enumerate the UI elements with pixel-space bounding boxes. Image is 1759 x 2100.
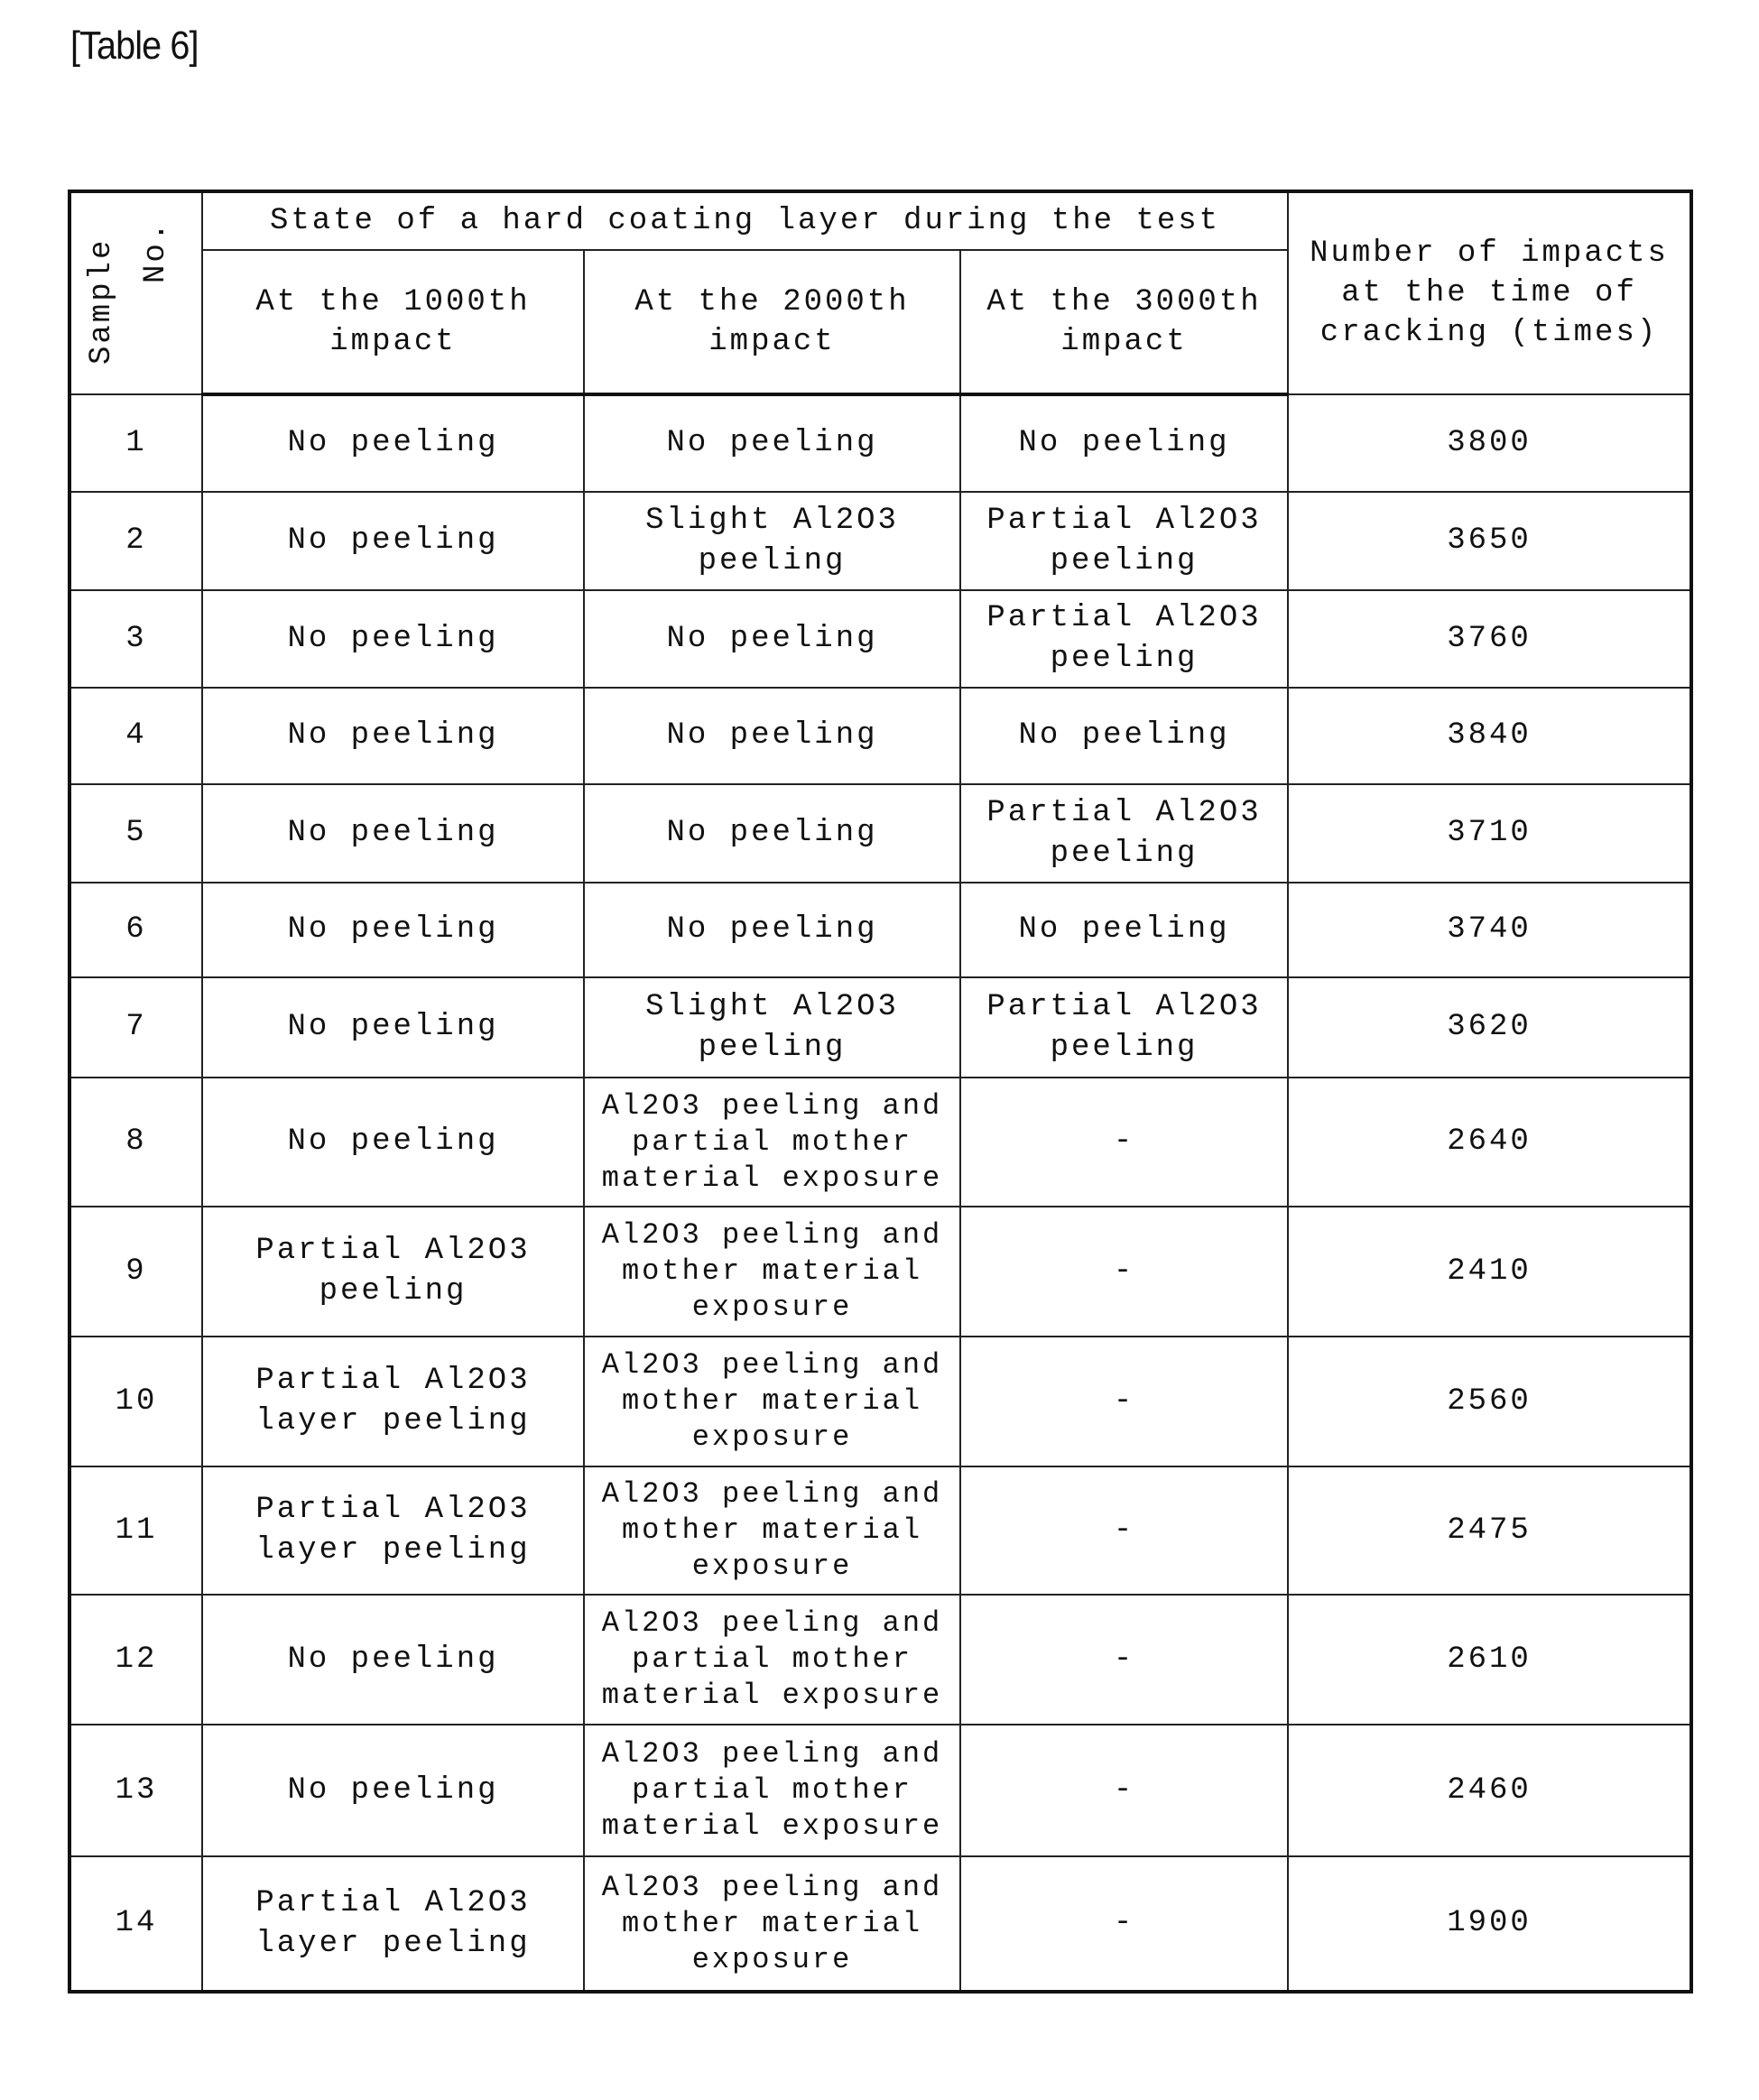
cell-line: Slight Al2O3: [588, 987, 956, 1028]
cell-line: No peeling: [207, 423, 579, 464]
cell-3000th: [960, 688, 1288, 784]
cell-1000th: [202, 1207, 584, 1337]
cell-impacts: 2410: [1288, 1207, 1691, 1337]
cell-line: -: [965, 1122, 1283, 1162]
cell-line: peeling: [965, 1028, 1283, 1069]
cell-line: -: [965, 1771, 1283, 1811]
cell-line: Al2O3 peeling and: [588, 1088, 956, 1124]
cell-line: material exposure: [588, 1678, 956, 1714]
cell-line: Partial Al2O3: [207, 1883, 579, 1924]
table-row: [69, 688, 1691, 784]
cell-line: -: [965, 1252, 1283, 1292]
header-line: Number of impacts: [1292, 234, 1686, 273]
cell-3000th: [960, 1207, 1288, 1337]
cell-line: -: [965, 1903, 1283, 1944]
cell-sample-no: 12: [69, 1595, 202, 1725]
header-3000th: [960, 250, 1288, 394]
cell-impacts: 1900: [1288, 1856, 1691, 1992]
table-row: [69, 1856, 1691, 1992]
cell-1000th: [202, 688, 584, 784]
cell-line: Al2O3 peeling and: [588, 1217, 956, 1254]
cell-line: No peeling: [588, 423, 956, 464]
cell-2000th: [584, 883, 960, 977]
cell-sample-no: 5: [69, 784, 202, 883]
cell-line: Slight Al2O3: [588, 501, 956, 541]
cell-impacts: 2560: [1288, 1337, 1691, 1466]
cell-line: peeling: [588, 541, 956, 582]
cell-line: Al2O3 peeling and: [588, 1736, 956, 1772]
cell-sample-no: 2: [69, 492, 202, 590]
table-row: [69, 1078, 1691, 1207]
cell-line: No peeling: [207, 813, 579, 854]
cell-line: No peeling: [207, 521, 579, 561]
header-line: At the 3000th: [965, 282, 1283, 322]
cell-impacts: 2475: [1288, 1466, 1691, 1595]
header-group: State of a hard coating layer during the test: [202, 191, 1288, 250]
cell-sample-no: 14: [69, 1856, 202, 1992]
cell-impacts: 3840: [1288, 688, 1691, 784]
cell-line: layer peeling: [207, 1924, 579, 1965]
cell-line: No peeling: [588, 910, 956, 950]
table-row: [69, 1466, 1691, 1595]
table-row: [69, 590, 1691, 688]
cell-line: No peeling: [588, 813, 956, 854]
cell-1000th: [202, 394, 584, 492]
cell-sample-no: 4: [69, 688, 202, 784]
cell-line: No peeling: [965, 423, 1283, 464]
header-line: At the 2000th: [588, 282, 956, 322]
header-impacts: [1288, 191, 1691, 394]
header-line: impact: [588, 322, 956, 362]
cell-line: No peeling: [207, 1640, 579, 1680]
cell-sample-no: 8: [69, 1078, 202, 1207]
table-row: [69, 1595, 1691, 1725]
cell-1000th: [202, 1725, 584, 1856]
cell-line: -: [965, 1382, 1283, 1422]
cell-sample-no: 13: [69, 1725, 202, 1856]
cell-impacts: 3710: [1288, 784, 1691, 883]
cell-impacts: 3740: [1288, 883, 1691, 977]
cell-1000th: [202, 883, 584, 977]
table-row: [69, 1725, 1691, 1856]
cell-line: layer peeling: [207, 1531, 579, 1571]
cell-line: Partial Al2O3: [207, 1231, 579, 1272]
cell-sample-no: 9: [69, 1207, 202, 1337]
cell-line: Al2O3 peeling and: [588, 1870, 956, 1906]
table-row: [69, 1337, 1691, 1466]
cell-line: Al2O3 peeling and: [588, 1347, 956, 1383]
cell-line: Partial Al2O3: [965, 987, 1283, 1028]
cell-line: No peeling: [965, 910, 1283, 950]
table-row: [69, 784, 1691, 883]
cell-1000th: [202, 1337, 584, 1466]
cell-line: No peeling: [207, 1122, 579, 1162]
cell-line: partial mother: [588, 1772, 956, 1809]
cell-impacts: 3760: [1288, 590, 1691, 688]
cell-line: layer peeling: [207, 1402, 579, 1442]
cell-line: -: [965, 1640, 1283, 1680]
cell-line: No peeling: [207, 1007, 579, 1048]
header-2000th: [584, 250, 960, 394]
cell-1000th: [202, 1466, 584, 1595]
header-line: impact: [207, 322, 579, 362]
cell-line: mother material: [588, 1383, 956, 1420]
table-title: [Table 6]: [70, 23, 199, 69]
cell-line: No peeling: [207, 716, 579, 756]
cell-line: partial mother: [588, 1124, 956, 1161]
cell-line: No peeling: [207, 1771, 579, 1811]
cell-sample-no: 10: [69, 1337, 202, 1466]
cell-line: peeling: [965, 541, 1283, 582]
cell-1000th: [202, 977, 584, 1078]
cell-line: material exposure: [588, 1161, 956, 1197]
cell-line: No peeling: [207, 910, 579, 950]
header-line: cracking (times): [1292, 313, 1686, 353]
cell-line: mother material: [588, 1906, 956, 1942]
cell-2000th: [584, 977, 960, 1078]
cell-impacts: 2460: [1288, 1725, 1691, 1856]
cell-line: partial mother: [588, 1642, 956, 1678]
cell-sample-no: 7: [69, 977, 202, 1078]
cell-line: No peeling: [588, 716, 956, 756]
cell-line: peeling: [965, 834, 1283, 874]
cell-3000th: [960, 1856, 1288, 1992]
cell-3000th: [960, 784, 1288, 883]
cell-3000th: [960, 1078, 1288, 1207]
cell-1000th: [202, 1856, 584, 1992]
cell-2000th: [584, 688, 960, 784]
header-line: At the 1000th: [207, 282, 579, 322]
cell-2000th: [584, 1856, 960, 1992]
cell-line: No peeling: [207, 619, 579, 660]
cell-impacts: 3650: [1288, 492, 1691, 590]
cell-3000th: [960, 1725, 1288, 1856]
cell-1000th: [202, 1595, 584, 1725]
table-row: [69, 1207, 1691, 1337]
cell-line: peeling: [207, 1272, 579, 1312]
table-row: [69, 394, 1691, 492]
cell-line: Partial Al2O3: [965, 598, 1283, 639]
cell-line: peeling: [965, 639, 1283, 680]
cell-sample-no: 1: [69, 394, 202, 492]
cell-2000th: [584, 590, 960, 688]
cell-2000th: [584, 1337, 960, 1466]
cell-3000th: [960, 883, 1288, 977]
cell-2000th: [584, 1595, 960, 1725]
cell-impacts: 3800: [1288, 394, 1691, 492]
cell-2000th: [584, 1078, 960, 1207]
cell-3000th: [960, 1466, 1288, 1595]
table-row: [69, 883, 1691, 977]
cell-line: Al2O3 peeling and: [588, 1605, 956, 1642]
cell-line: No peeling: [965, 716, 1283, 756]
cell-line: Al2O3 peeling and: [588, 1476, 956, 1513]
cell-2000th: [584, 492, 960, 590]
cell-2000th: [584, 1725, 960, 1856]
cell-2000th: [584, 784, 960, 883]
cell-line: exposure: [588, 1420, 956, 1456]
cell-3000th: [960, 492, 1288, 590]
cell-line: material exposure: [588, 1809, 956, 1845]
cell-line: mother material: [588, 1513, 956, 1549]
header-1000th: [202, 250, 584, 394]
cell-line: peeling: [588, 1028, 956, 1069]
cell-1000th: [202, 492, 584, 590]
header-sample-no: [69, 191, 202, 394]
cell-impacts: 2610: [1288, 1595, 1691, 1725]
cell-3000th: [960, 977, 1288, 1078]
table-row: [69, 492, 1691, 590]
cell-3000th: [960, 1595, 1288, 1725]
cell-2000th: [584, 1207, 960, 1337]
cell-impacts: 3620: [1288, 977, 1691, 1078]
cell-impacts: 2640: [1288, 1078, 1691, 1207]
cell-sample-no: 6: [69, 883, 202, 977]
cell-1000th: [202, 784, 584, 883]
table-row: [69, 977, 1691, 1078]
header-line: at the time of: [1292, 273, 1686, 313]
header-no: No.: [136, 220, 176, 283]
cell-1000th: [202, 590, 584, 688]
cell-3000th: [960, 1337, 1288, 1466]
cell-line: Partial Al2O3: [207, 1361, 579, 1402]
cell-line: Partial Al2O3: [207, 1490, 579, 1531]
cell-3000th: [960, 394, 1288, 492]
cell-line: Partial Al2O3: [965, 501, 1283, 541]
cell-3000th: [960, 590, 1288, 688]
table-body: [69, 394, 1691, 1992]
results-table: [68, 190, 1693, 1994]
cell-line: -: [965, 1511, 1283, 1551]
cell-line: exposure: [588, 1549, 956, 1585]
cell-sample-no: 3: [69, 590, 202, 688]
cell-1000th: [202, 1078, 584, 1207]
cell-line: exposure: [588, 1942, 956, 1978]
cell-line: No peeling: [588, 619, 956, 660]
cell-line: Partial Al2O3: [965, 793, 1283, 834]
cell-2000th: [584, 1466, 960, 1595]
cell-sample-no: 11: [69, 1466, 202, 1595]
cell-2000th: [584, 394, 960, 492]
header-sample: Sample: [82, 238, 122, 365]
cell-line: exposure: [588, 1290, 956, 1326]
cell-line: mother material: [588, 1254, 956, 1290]
header-line: impact: [965, 322, 1283, 362]
